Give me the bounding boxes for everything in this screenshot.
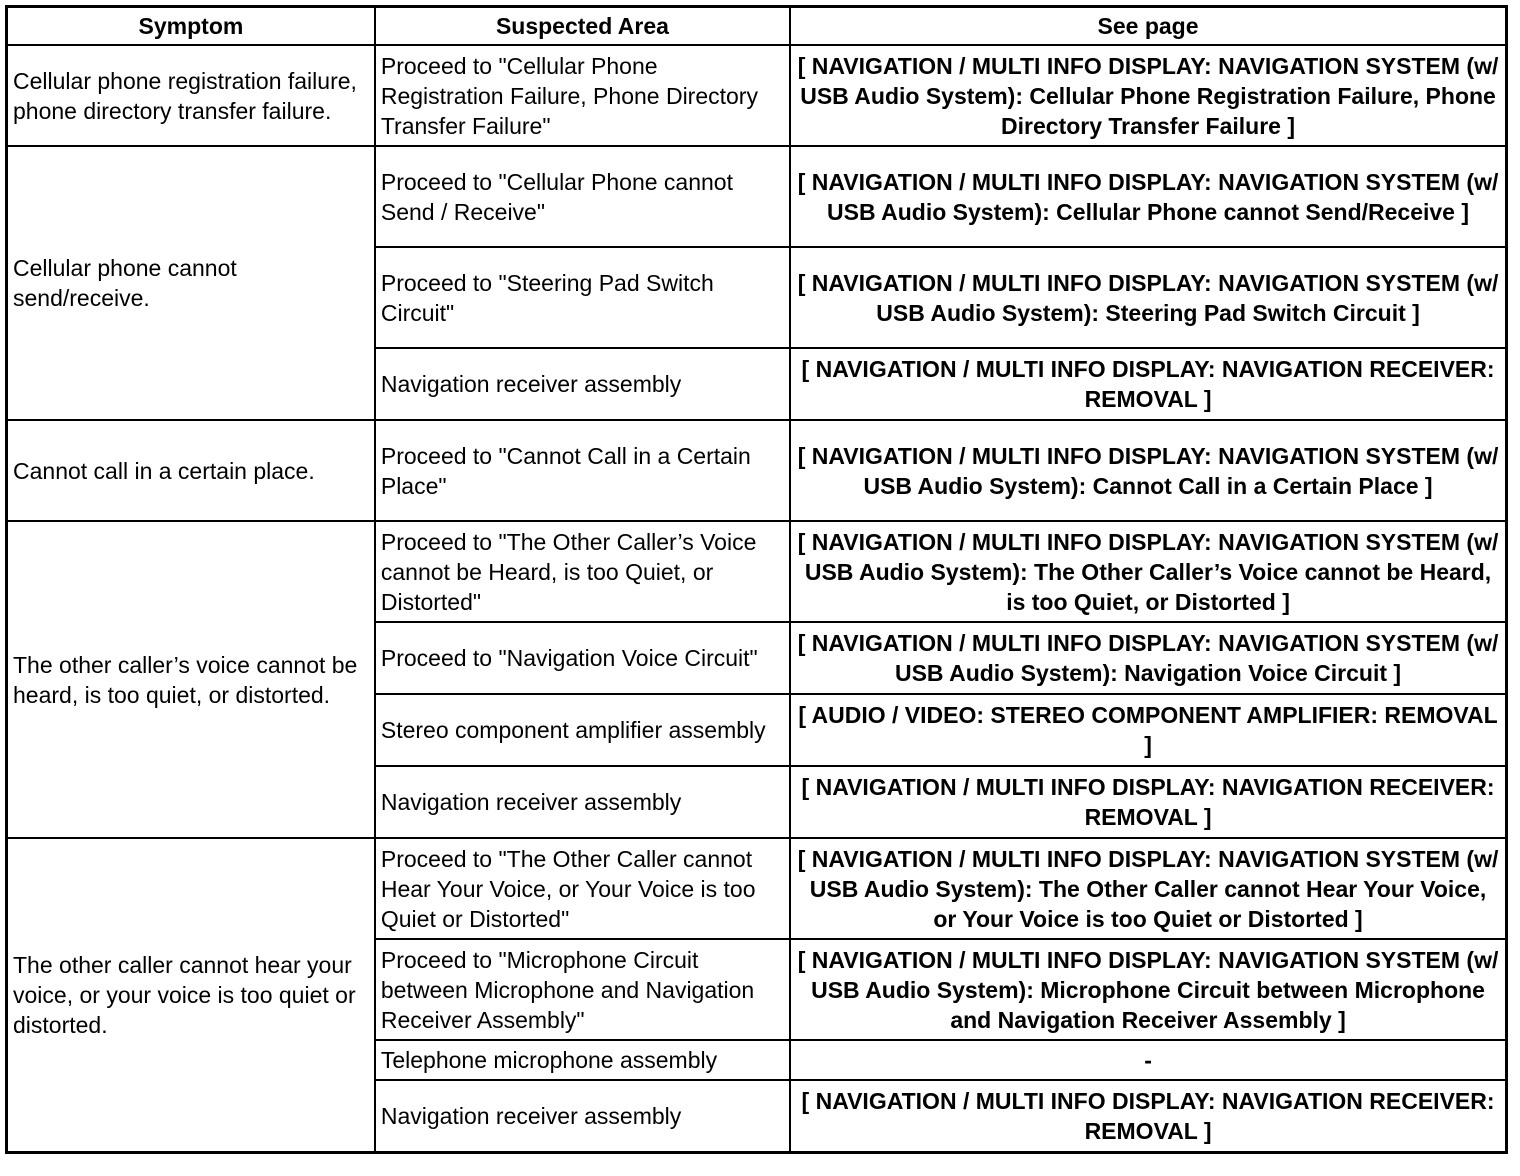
suspected-area-cell: Navigation receiver assembly	[375, 766, 790, 838]
symptom-table	[5, 5, 1508, 1154]
table-row	[7, 521, 1507, 622]
see-page-link[interactable]: [ NAVIGATION / MULTI INFO DISPLAY: NAVIGATION SYSTEM (w/ USB Audio System): The Other Caller’s Voice cannot be Heard, is too Quiet, or Distorted ]	[790, 521, 1506, 622]
suspected-area-cell: Proceed to "Navigation Voice Circuit"	[375, 622, 790, 694]
symptom-table-container	[5, 5, 1508, 1154]
suspected-area-cell: Proceed to "Steering Pad Switch Circuit"	[375, 247, 790, 348]
see-page-value: -	[790, 1040, 1506, 1080]
suspected-area-cell: Telephone microphone assembly	[375, 1040, 790, 1080]
table-row	[7, 420, 1507, 521]
table-row	[7, 838, 1507, 939]
header-row	[7, 7, 1507, 46]
suspected-area-cell: Proceed to "Cellular Phone Registration Failure, Phone Directory Transfer Failure"	[375, 45, 790, 146]
suspected-area-cell: Proceed to "Microphone Circuit between Microphone and Navigation Receiver Assembly"	[375, 939, 790, 1040]
see-page-link[interactable]: [ AUDIO / VIDEO: STEREO COMPONENT AMPLIFIER: REMOVAL ]	[790, 694, 1506, 766]
header-suspected-area: Suspected Area	[375, 7, 790, 46]
suspected-area-cell: Proceed to "The Other Caller’s Voice cannot be Heard, is too Quiet, or Distorted"	[375, 521, 790, 622]
see-page-link[interactable]: [ NAVIGATION / MULTI INFO DISPLAY: NAVIGATION RECEIVER: REMOVAL ]	[790, 1080, 1506, 1153]
symptom-cell: The other caller cannot hear your voice, or your voice is too quiet or distorted.	[7, 838, 375, 1153]
table-row	[7, 146, 1507, 247]
table-row	[7, 45, 1507, 146]
suspected-area-cell: Navigation receiver assembly	[375, 1080, 790, 1153]
symptom-cell: Cellular phone cannot send/receive.	[7, 146, 375, 420]
suspected-area-cell: Proceed to "The Other Caller cannot Hear Your Voice, or Your Voice is too Quiet or Distorted"	[375, 838, 790, 939]
see-page-link[interactable]: [ NAVIGATION / MULTI INFO DISPLAY: NAVIGATION SYSTEM (w/ USB Audio System): Cannot Call in a Certain Place ]	[790, 420, 1506, 521]
symptom-cell: Cellular phone registration failure, phone directory transfer failure.	[7, 45, 375, 146]
see-page-link[interactable]: [ NAVIGATION / MULTI INFO DISPLAY: NAVIGATION SYSTEM (w/ USB Audio System): Cellular Phone cannot Send/Receive ]	[790, 146, 1506, 247]
suspected-area-cell: Navigation receiver assembly	[375, 348, 790, 420]
see-page-link[interactable]: [ NAVIGATION / MULTI INFO DISPLAY: NAVIGATION SYSTEM (w/ USB Audio System): The Other Caller cannot Hear Your Voice, or Your Voice is too Quiet or Distorted ]	[790, 838, 1506, 939]
see-page-link[interactable]: [ NAVIGATION / MULTI INFO DISPLAY: NAVIGATION SYSTEM (w/ USB Audio System): Steering Pad Switch Circuit ]	[790, 247, 1506, 348]
see-page-link[interactable]: [ NAVIGATION / MULTI INFO DISPLAY: NAVIGATION RECEIVER: REMOVAL ]	[790, 766, 1506, 838]
see-page-link[interactable]: [ NAVIGATION / MULTI INFO DISPLAY: NAVIGATION SYSTEM (w/ USB Audio System): Microphone Circuit between Microphone and Navigation Receiver Assembly ]	[790, 939, 1506, 1040]
symptom-cell: Cannot call in a certain place.	[7, 420, 375, 521]
symptom-cell: The other caller’s voice cannot be heard, is too quiet, or distorted.	[7, 521, 375, 838]
suspected-area-cell: Stereo component amplifier assembly	[375, 694, 790, 766]
see-page-link[interactable]: [ NAVIGATION / MULTI INFO DISPLAY: NAVIGATION SYSTEM (w/ USB Audio System): Navigation Voice Circuit ]	[790, 622, 1506, 694]
suspected-area-cell: Proceed to "Cannot Call in a Certain Place"	[375, 420, 790, 521]
header-see-page: See page	[790, 7, 1506, 46]
see-page-link[interactable]: [ NAVIGATION / MULTI INFO DISPLAY: NAVIGATION SYSTEM (w/ USB Audio System): Cellular Phone Registration Failure, Phone Directory Transfer Failure ]	[790, 45, 1506, 146]
see-page-link[interactable]: [ NAVIGATION / MULTI INFO DISPLAY: NAVIGATION RECEIVER: REMOVAL ]	[790, 348, 1506, 420]
header-symptom: Symptom	[7, 7, 375, 46]
suspected-area-cell: Proceed to "Cellular Phone cannot Send / Receive"	[375, 146, 790, 247]
